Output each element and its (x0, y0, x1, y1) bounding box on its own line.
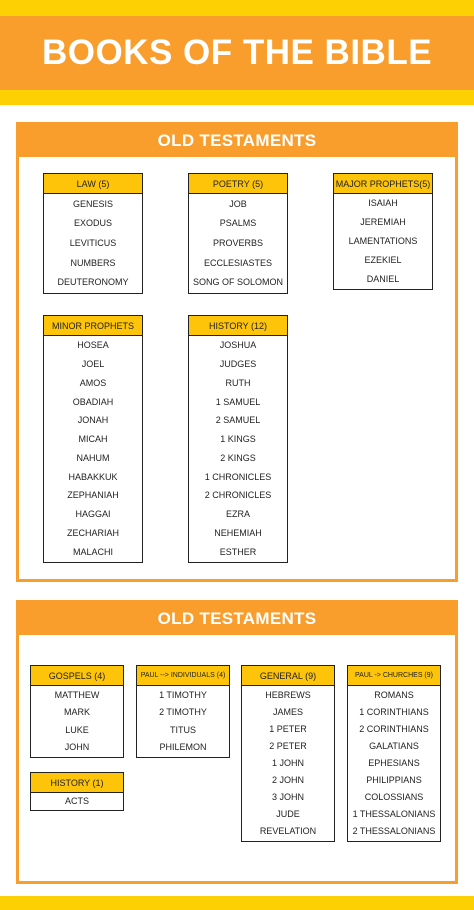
page-title: BOOKS OF THE BIBLE (41, 33, 433, 72)
book-group-history (188, 315, 288, 563)
section-new-testament (16, 600, 458, 884)
book-group-minor-prophets (43, 315, 143, 563)
book-item: ECCLESIASTES (203, 257, 273, 268)
book-item: ZECHARIAH (66, 527, 119, 538)
book-item: JONAH (77, 415, 109, 426)
book-item: TITUS (170, 724, 196, 735)
book-item: 1 JOHN (271, 757, 304, 768)
book-item: 2 CORINTHIANS (359, 723, 429, 734)
book-item: ACTS (64, 796, 89, 806)
book-item: JOB (229, 198, 247, 209)
book-group-major-prophets (333, 173, 433, 290)
book-item: 1 THESSALONIANS (352, 809, 436, 820)
section-title: OLD TESTAMENTS (157, 609, 317, 628)
book-group-title: PAUL -> CHURCHES (9) (348, 666, 440, 686)
book-item: EZRA (225, 509, 250, 520)
book-item: LEVITICUS (69, 237, 117, 248)
book-item: LAMENTATIONS (348, 235, 418, 246)
book-group-title: HISTORY (1) (31, 773, 123, 793)
book-item: MARK (63, 707, 90, 718)
book-item: 1 SAMUEL (215, 396, 261, 407)
book-group-nt-history (30, 772, 124, 811)
book-item: ROMANS (374, 689, 414, 700)
book-item: HOSEA (77, 340, 109, 351)
book-item: JAMES (272, 706, 303, 717)
book-group-paul-individuals (136, 665, 230, 758)
book-item: 2 TIMOTHY (159, 707, 207, 718)
section-title: OLD TESTAMENTS (157, 131, 317, 150)
book-group-title: MINOR PROPHETS (44, 316, 142, 336)
book-item: 3 JOHN (271, 792, 304, 803)
section-header (19, 603, 455, 635)
book-item: MATTHEW (54, 689, 100, 700)
book-item: JUDE (276, 809, 300, 820)
book-group-paul-churches (347, 665, 441, 842)
book-item: PHILEMON (159, 742, 207, 753)
book-item: MICAH (78, 434, 108, 445)
book-item: 1 CHRONICLES (204, 471, 272, 482)
book-item: JOSHUA (219, 340, 257, 351)
section-old-testament (16, 122, 458, 582)
book-group-title: LAW (5) (44, 174, 142, 194)
book-item: JOEL (81, 359, 105, 370)
book-item: EPHESIANS (368, 757, 420, 768)
book-group-general (241, 665, 335, 842)
book-group-poetry (188, 173, 288, 294)
book-item: HEBREWS (265, 689, 311, 700)
book-group-title: MAJOR PROPHETS(5) (334, 174, 432, 194)
book-item: DANIEL (366, 273, 400, 284)
book-item: NAHUM (76, 452, 110, 463)
book-item: DEUTERONOMY (57, 277, 129, 288)
book-item: GENESIS (72, 198, 113, 209)
book-group-law (43, 173, 143, 294)
book-item: 2 JOHN (271, 775, 304, 786)
title-banner (0, 16, 474, 90)
book-item: JUDGES (219, 359, 257, 370)
book-item: 1 TIMOTHY (159, 689, 207, 700)
book-item: PSALMS (219, 218, 257, 229)
bottom-yellow-band (0, 896, 474, 910)
book-item: EXODUS (73, 218, 112, 229)
section-header (19, 125, 455, 157)
book-item: ISAIAH (368, 198, 398, 209)
book-item: 2 CHRONICLES (204, 490, 272, 501)
book-item: NEHEMIAH (214, 527, 262, 538)
book-item: REVELATION (259, 826, 317, 837)
book-group-gospels (30, 665, 124, 758)
book-item: PROVERBS (212, 237, 263, 248)
book-item: HABAKKUK (68, 471, 118, 482)
book-group-title: GENERAL (9) (242, 666, 334, 686)
book-item: MALACHI (72, 546, 113, 557)
book-item: 2 SAMUEL (215, 415, 261, 426)
book-item: GALATIANS (369, 740, 419, 751)
book-item: 1 PETER (269, 723, 307, 734)
book-item: LUKE (65, 724, 89, 735)
book-item: ESTHER (219, 546, 257, 557)
book-item: 1 KINGS (220, 434, 256, 445)
book-item: 2 PETER (269, 740, 307, 751)
book-item: JEREMIAH (360, 217, 406, 228)
book-group-title: GOSPELS (4) (31, 666, 123, 686)
book-item: HAGGAI (75, 509, 111, 520)
book-item: EZEKIEL (364, 254, 402, 265)
book-item: SONG OF SOLOMON (192, 277, 283, 288)
book-item: 2 KINGS (220, 452, 256, 463)
book-group-title: POETRY (5) (189, 174, 287, 194)
book-item: COLOSSIANS (364, 792, 424, 803)
book-item: 2 THESSALONIANS (352, 826, 436, 837)
book-item: NUMBERS (70, 257, 116, 268)
book-item: 1 CORINTHIANS (359, 706, 429, 717)
book-item: JOHN (64, 742, 90, 753)
book-group-title: PAUL --> INDIVIDUALS (4) (137, 666, 229, 686)
book-item: ZEPHANIAH (67, 490, 119, 501)
book-item: PHILIPPIANS (366, 775, 422, 786)
book-item: AMOS (79, 377, 107, 388)
book-item: OBADIAH (72, 396, 114, 407)
book-group-title: HISTORY (12) (189, 316, 287, 336)
book-item: RUTH (225, 377, 251, 388)
